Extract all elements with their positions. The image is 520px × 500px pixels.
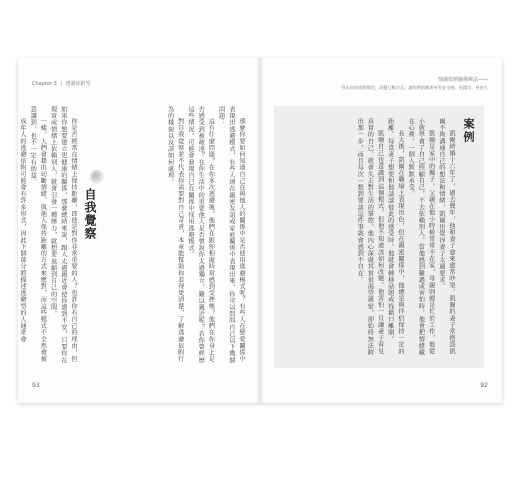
- left-page: [18, 58, 260, 403]
- left-body-text-continued: [18, 106, 78, 368]
- page-number: 93: [32, 382, 40, 389]
- section-title: 自我覺察: [83, 188, 97, 240]
- paragraph: 那麼你要如何知道自己在與他人的關係中是否使用逃避模式呢？有些人在戀愛關係中表現出逃避模式，有些人則在親密友誼或家庭關係中表現出來。你可以問問自己以下幾個問題：: [217, 106, 245, 364]
- case-label: 案例: [462, 118, 475, 144]
- paragraph: 凱爾是家中的獨子，父親在他小時候常常不在家，母親則總是忙於工作。他從小就學會了自己照顧自己，不去依賴別人。當他感到難過或害怕時，他會把情緒藏在心裡，一個人默默承受。: [407, 118, 435, 356]
- book-spread: [18, 58, 502, 403]
- paragraph: 這有什麼問題？在你多次逃避後，他們在跟你相處時常感到受挫嗎？他們在你身上是否感受到被疏遠？在你生活中的重要他人是否曾說你太過獨立、難以親近呢？若你曾經歷這些情況，可能會發現自己在關係中採用逃避模式。: [186, 106, 215, 364]
- paragraph: 成年人的逃避依附可能會有許多形式，因此下個部分將描述逃避型的人通常會: [18, 118, 26, 343]
- case-text: [282, 118, 456, 358]
- case-box: [274, 106, 484, 368]
- book-header: [341, 76, 488, 91]
- chapter-number: Chapter 3: [32, 81, 57, 87]
- chapter-title: 逃避依附型: [65, 81, 91, 87]
- paragraph: 凱爾自己也意識到這個模式，但他不知道該如何改變。他害怕一旦讓妻子看見真實的自己，就會失去對生活的掌控。他內心深處其實很渴望親密，卻始終無法跨出那一步，而且每次一想到要談這件事就會感到不自在。: [356, 118, 384, 356]
- paragraph: 你是否經常在情緒上保持距離，即使是對你非常重要的人？也許你有自己的理由，但如果你想要建立更健康的關係，那麼總結來說，跟人太過親近會使你感到不安，只要你在現實或情緒上依賴別人，就會引發一種壓力，就想要退縮到自己的空間。: [49, 106, 77, 364]
- paragraph: 長大後，凱爾在職場上表現出色，但在親密關係中，他總是與伴侶保持一定的距離。每當妻子想要和他談談彼此的感受時，他就會轉移話題或找藉口離開。: [386, 118, 404, 355]
- paragraph: 一樣，人們會藉由切斷情緒、與他人保持距離的方式來應對，而這些模式不全然會被意識到，也不一定有助益。: [29, 106, 47, 363]
- page-number: 92: [480, 382, 488, 389]
- header-separator: |: [60, 81, 63, 87]
- decorative-dot-icon: [90, 170, 104, 184]
- chapter-header: [32, 80, 91, 87]
- book-subtitle: 找出你的依附類型，改變互動方式，讓你們的關係更有安全感、更穩定、更持久: [341, 85, 488, 90]
- paragraph: 凱爾結婚十六年了，過去幾年，他和妻子愈來愈常吵架。凱爾的妻子常抱怨凱爾不夠溝通自己的想法和情緒，凱爾也覺得妻子太過要求。: [437, 118, 455, 355]
- right-page: [260, 58, 502, 403]
- left-body-text: [96, 106, 246, 368]
- book-title: 情感依戀關係療法——: [437, 77, 488, 83]
- paragraph: 對自我覺察並不代表你需要對自己苛責，本章能幫助你看得更清楚，了解逃避依附行為的樣貌以及該如何處理。: [166, 106, 184, 363]
